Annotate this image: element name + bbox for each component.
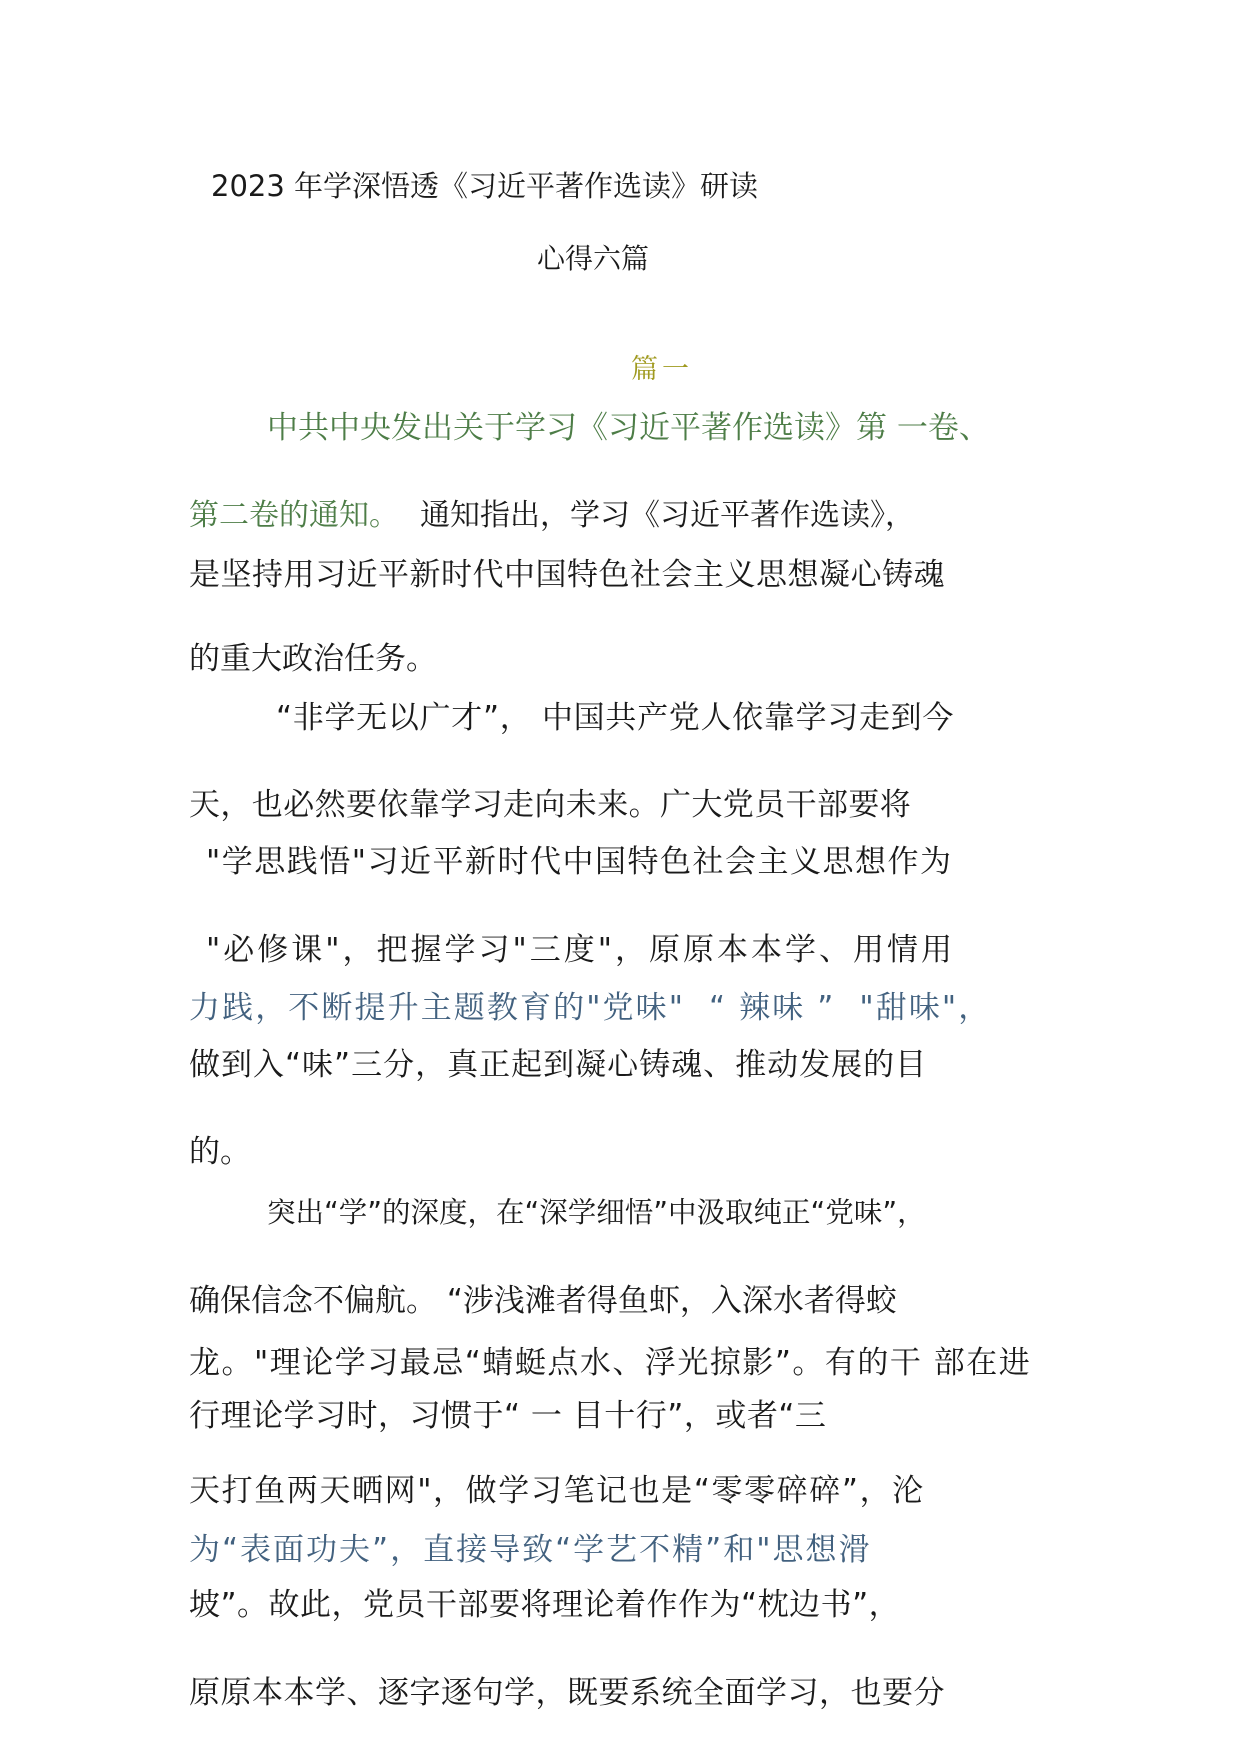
highlighted-text: 第二卷的通知。: [189, 498, 399, 533]
document-title: 2023 年学深悟透《习近平著作选读》研读: [211, 168, 759, 203]
body-line: 突出“学”的深度，在“深学细悟”中汲取纯正“党味”，: [267, 1195, 926, 1229]
body-line: “非学无以广才”， 中国共产党人依靠学习走到今: [276, 699, 955, 736]
body-line: 做到入“味”三分，真正起到凝心铸魂、推动发展的目: [189, 1046, 928, 1083]
body-text: 通知指出，学习《习近平著作选读》，: [420, 498, 915, 533]
section-heading: 篇一: [631, 353, 693, 385]
body-line-highlighted: 中共中央发出关于学习《习近平著作选读》第 一卷、: [267, 409, 990, 446]
body-line: 是坚持用习近平新时代中国特色社会主义思想凝心铸魂: [189, 556, 945, 593]
body-line: 天，也必然要依靠学习走向未来。广大党员干部要将: [189, 786, 912, 823]
body-line: "必修课"，把握学习"三度"，原原本本学、用情用: [206, 931, 956, 968]
body-line: 天打鱼两天晒网"，做学习笔记也是“零零碎碎”，沦: [189, 1472, 925, 1509]
body-line: 行理论学习时，习惯于“ 一 目十行”，或者“三: [189, 1397, 827, 1434]
body-line: [189, 498, 915, 533]
document-subtitle: 心得六篇: [537, 242, 650, 275]
body-line: 的。: [189, 1133, 251, 1170]
body-line: 的重大政治任务。: [189, 640, 437, 677]
body-line: "学思践悟"习近平新时代中国特色社会主义思想作为: [206, 843, 953, 880]
body-line: 确保信念不偏航。 “涉浅滩者得鱼虾，入深水者得蛟: [189, 1282, 897, 1319]
body-line: 龙。"理论学习最忌“蜻蜓点水、浮光掠影”。有的干 部在进: [189, 1344, 1032, 1381]
body-line-highlighted: 力践，不断提升主题教育的"党味" “ 辣味 ” "甜味"，: [189, 989, 992, 1026]
body-line: 原原本本学、逐字逐句学，既要系统全面学习，也要分: [189, 1674, 945, 1711]
body-line-highlighted: 为“表面功夫”，直接导致“学艺不精”和"思想滑: [189, 1531, 872, 1568]
body-line: 坡”。故此，党员干部要将理论着作作为“枕边书”，: [189, 1586, 901, 1623]
